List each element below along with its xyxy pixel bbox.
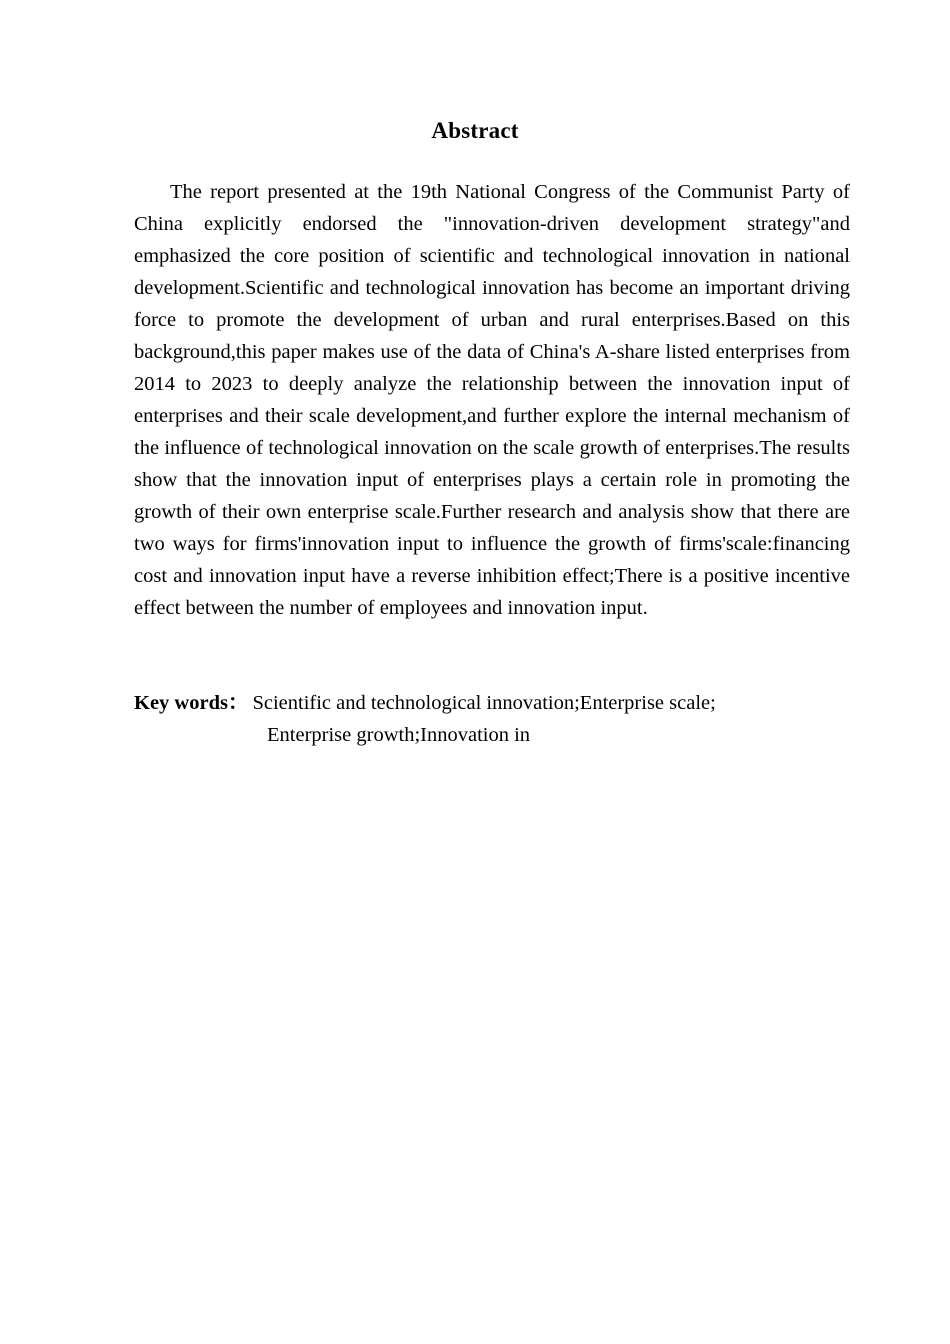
page-title: Abstract	[431, 118, 519, 143]
keywords-label: Key words	[134, 692, 228, 714]
keywords-values-line-2: Enterprise growth;Innovation in	[267, 724, 531, 746]
keywords-colon: ：	[227, 692, 248, 714]
abstract-paragraph: The report presented at the 19th National Congress of the Communist Party of China explicitly endorsed the "innovation-driven development strategy"and emphasized the core position of scientific and technological innovation in national development.Scientific and technological innovation has become an important driving force to promote the development of urban and rural enterprises.Based on this background,this paper makes use of the data of China's A-share listed enterprises from 2014 to 2023 to deeply analyze the relationship between the innovation input of enterprises and their scale development,and further explore the internal mechanism of the influence of technological innovation on the scale growth of enterprises.The results show that the innovation input of enterprises plays a certain role in promoting the growth of their own enterprise scale.Further research and analysis show that there are two ways for firms'innovation input to influence the growth of firms'scale:financing cost and innovation input have a reverse inhibition effect;There is a positive incentive effect between the number of employees and innovation input.	[134, 181, 850, 619]
keywords-line-1	[134, 687, 850, 719]
keywords-values-line-1: Scientific and technological innovation;Enterprise scale;	[252, 692, 716, 714]
keywords-section	[134, 687, 850, 751]
